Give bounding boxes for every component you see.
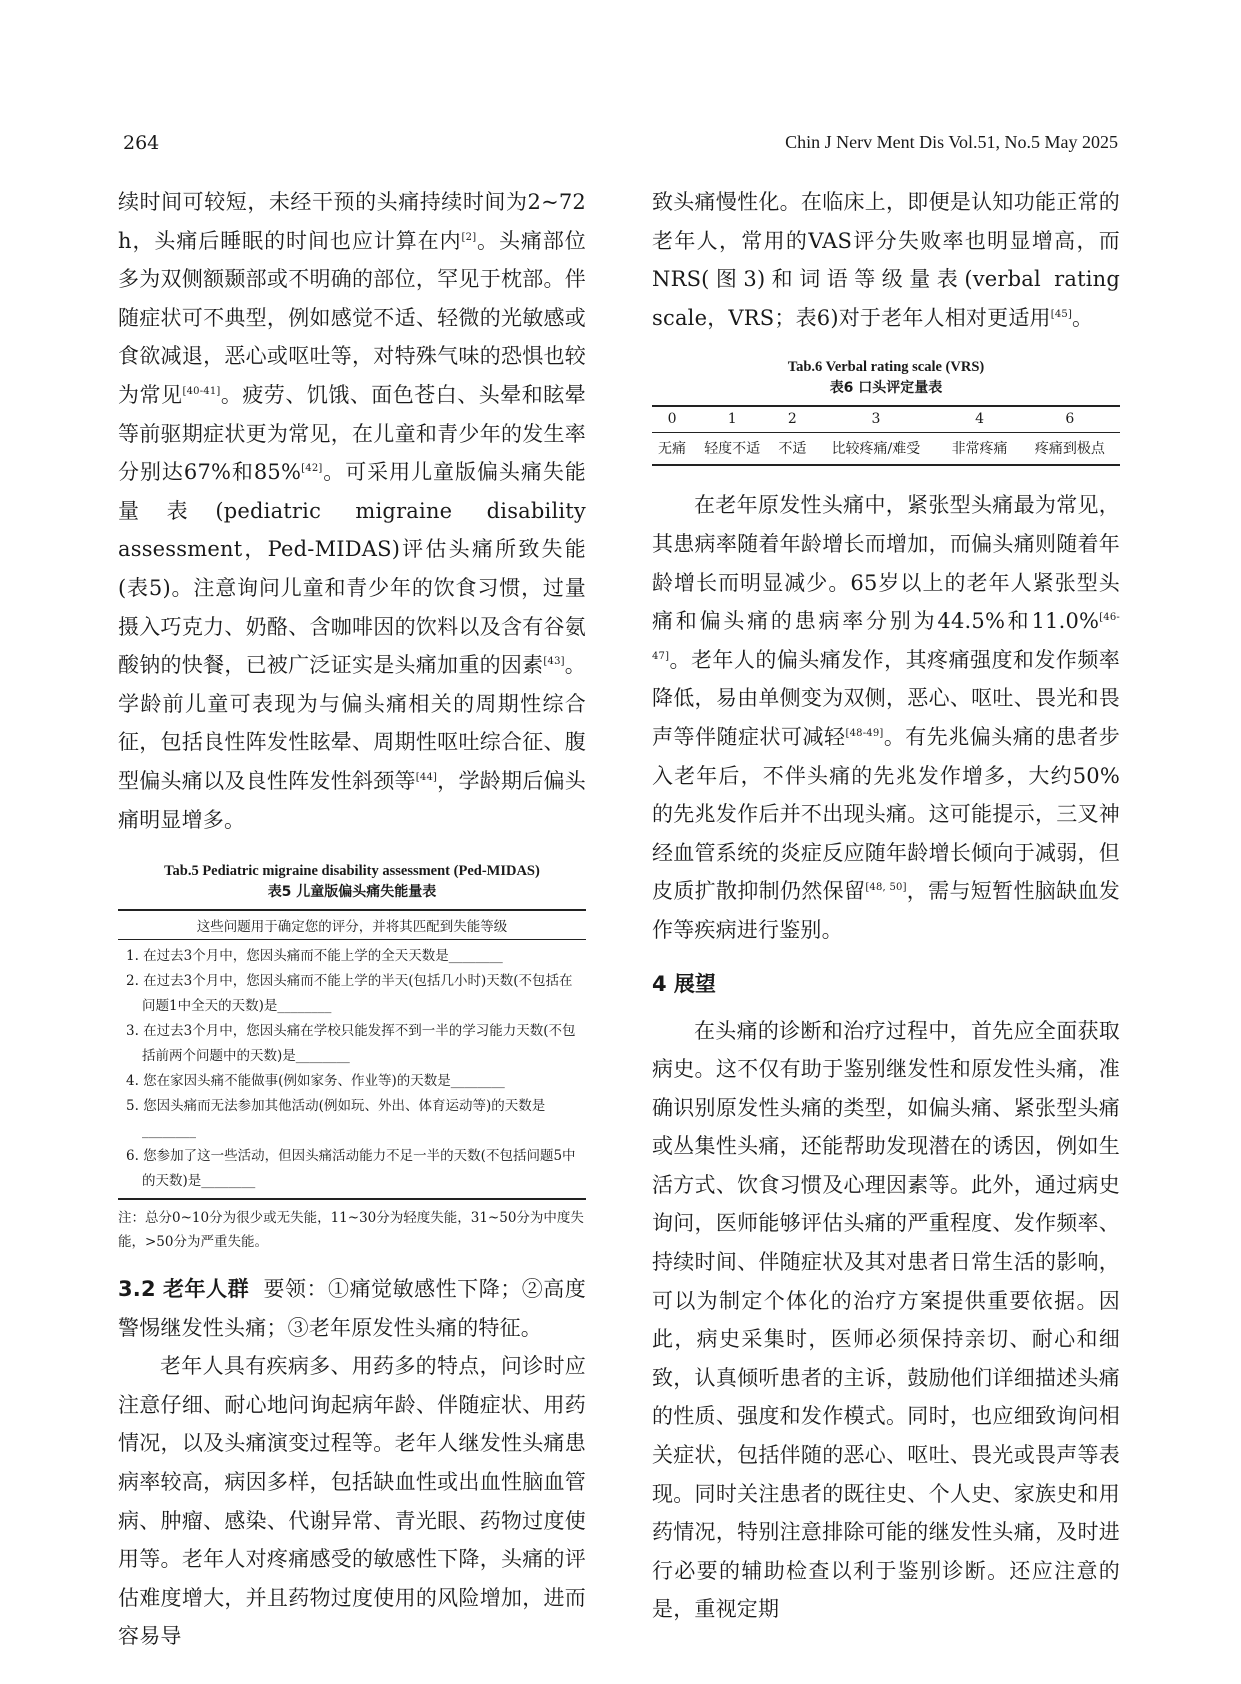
citation: [44] <box>415 771 438 783</box>
table6-score: 2 <box>772 406 812 433</box>
paragraph: 在头痛的诊断和治疗过程中，首先应全面获取病史。这不仅有助于鉴别继发性和原发性头痛，准确识别原发性头痛的类型，如偏头痛、紧张型头痛或丛集性头痛，还能帮助发现潜在的诱因，例如生活方式、饮食习惯及心理因素等。此外，通过病史询问，医师能够评估头痛的严重程度、发作频率、持续时间、伴随症状及其对患者日常生活的影响，可以为制定个体化的治疗方案提供重要依据。因此，病史采集时，医师必须保持亲切、耐心和细致，认真倾听患者的主诉，鼓励他们详细描述头痛的性质、强度和发作模式。同时，也应细致询问相关症状，包括伴随的恶心、呕吐、畏光或畏声等表现。同时关注患者的既往史、个人史、家族史和用药情况，特别注意排除可能的继发性头痛，及时进行必要的辅助检查以利于鉴别诊断。还应注意的是，重视定期 <box>652 1018 1120 1622</box>
table6-label: 不适 <box>778 441 807 458</box>
table6-title-zh: 表6 口头评定量表 <box>829 380 943 397</box>
table5-header: 这些问题用于确定您的评分，并将其匹配到失能等级 <box>118 910 586 940</box>
table5 <box>118 909 586 1200</box>
page-number: 264 <box>123 132 160 154</box>
right-column <box>652 183 1120 1629</box>
table5-item: 5. 您因头痛而无法参加其他活动(例如玩、外出、体育运动等)的天数是________ <box>126 1098 546 1140</box>
table5-title-zh: 表5 儿童版偏头痛失能量表 <box>267 884 437 901</box>
section-number: 3.2 <box>118 1277 156 1302</box>
paragraph: 续时间可较短，未经干预的头痛持续时间为2~72 h，头痛后睡眠的时间也应计算在内[2]。头痛部位多为双侧额颞部或不明确的部位，罕见于枕部。伴随症状可不典型，例如感觉不适、轻微的光敏感或食欲减退，恶心或呕吐等，对特殊气味的恐惧也较为常见[40-41]。疲劳、饥饿、面色苍白、头晕和眩晕等前驱期症状更为常见，在儿童和青少年的发生率分别达67%和85%[42]。可采用儿童版偏头痛失能量表(pediatric migraine disability assessment，Ped-MIDAS)评估头痛所致失能(表5)。注意询问儿童和青少年的饮食习惯，过量摄入巧克力、奶酪、含咖啡因的饮料以及含有谷氨酸钠的快餐，已被广泛证实是头痛加重的因素[43]。学龄前儿童可表现为与偏头痛相关的周期性综合征，包括良性阵发性眩晕、周期性呕吐综合征、腹型偏头痛以及良性阵发性斜颈等[44]，学龄期后偏头痛明显增多。 <box>118 190 587 832</box>
citation: [40-41] <box>182 385 221 397</box>
section-3-2 <box>118 1270 586 1347</box>
table6-score: 3 <box>812 406 939 433</box>
table6-score: 6 <box>1020 406 1120 433</box>
paragraph: 老年人具有疾病多、用药多的特点，问诊时应注意仔细、耐心地问询起病年龄、伴随症状、用药情况，以及头痛演变过程等。老年人继发性头痛患病率较高，病因多样，包括缺血性或出血性脑血管病、肿瘤、感染、代谢异常、青光眼、药物过度使用等。老年人对疼痛感受的敏感性下降，头痛的评估难度增大，并且药物过度使用的风险增加，进而容易导 <box>118 1354 586 1649</box>
citation: [48, 50] <box>865 882 907 894</box>
table5-item: 2. 在过去3个月中，您因头痛而不能上学的半天(包括几小时)天数(不包括在问题1中全天的天数)是________ <box>126 973 573 1015</box>
table6-label: 疼痛到极点 <box>1034 441 1105 458</box>
table5-item: 3. 在过去3个月中，您因头痛在学校只能发挥不到一半的学习能力天数(不包括前两个问题中的天数)是________ <box>126 1023 576 1065</box>
left-column <box>118 183 586 1656</box>
table5-note: 注：总分0~10分为很少或无失能，11~30分为轻度失能，31~50分为中度失能，>50分为严重失能。 <box>118 1210 584 1251</box>
section-title: 老年人群 <box>163 1277 250 1302</box>
citation: [43] <box>543 656 565 668</box>
table6 <box>652 405 1120 466</box>
paragraph: 致头痛慢性化。在临床上，即便是认知功能正常的老年人，常用的VAS评分失败率也明显增高，而NRS(图3)和词语等级量表(verbal rating scale，VRS；表6)对于老年人相对更适用[45]。 <box>652 190 1120 330</box>
table6-score: 1 <box>692 406 772 433</box>
paragraph: 在老年原发性头痛中，紧张型头痛最为常见，其患病率随着年龄增长而增加，而偏头痛则随着年龄增长而明显减少。65岁以上的老年人紧张型头痛和偏头痛的患病率分别为44.5%和11.0%[46-47]。老年人的偏头痛发作，其疼痛强度和发作频率降低，易由单侧变为双侧，恶心、呕吐、畏光和畏声等伴随症状可减轻[48-49]。有先兆偏头痛的患者步入老年后，不伴头痛的先兆发作增多，大约50%的先兆发作后并不出现头痛。这可能提示，三叉神经血管系统的炎症反应随年龄增长倾向于减弱，但皮质扩散抑制仍然保留[48, 50]，需与短暂性脑缺血发作等疾病进行鉴别。 <box>652 493 1120 942</box>
table6-label: 非常疼痛 <box>951 441 1008 458</box>
table5-item: 4. 您在家因头痛不能做事(例如家务、作业等)的天数是________ <box>126 1073 505 1090</box>
table5-item: 6. 您参加了这一些活动，但因头痛活动能力不足一半的天数(不包括问题5中的天数)是________ <box>126 1148 576 1190</box>
table6-label: 比较疼痛/难受 <box>831 441 921 458</box>
journal-info: Chin J Nerv Ment Dis Vol.51, No.5 May 2025 <box>785 132 1118 152</box>
citation: [46-47] <box>652 612 1120 662</box>
table6-score: 0 <box>652 406 692 433</box>
citation: [2] <box>461 231 477 243</box>
table6-label: 无痛 <box>658 441 687 458</box>
section-lead: 要领：①痛觉敏感性下降；②高度警惕继发性头痛；③老年原发性头痛的特征。 <box>118 1277 586 1340</box>
table5-title-en: Tab.5 Pediatric migraine disability assessment (Ped-MIDAS) <box>164 863 540 880</box>
citation: [48-49] <box>845 727 884 739</box>
table6-score: 4 <box>939 406 1019 433</box>
table6-title-en: Tab.6 Verbal rating scale (VRS) <box>787 359 985 376</box>
table5-item: 1. 在过去3个月中，您因头痛而不能上学的全天天数是________ <box>126 948 503 965</box>
section-4-title: 4 展望 <box>652 971 716 996</box>
citation: [45] <box>1050 308 1073 320</box>
citation: [42] <box>301 463 323 475</box>
table6-label: 轻度不适 <box>704 441 761 458</box>
